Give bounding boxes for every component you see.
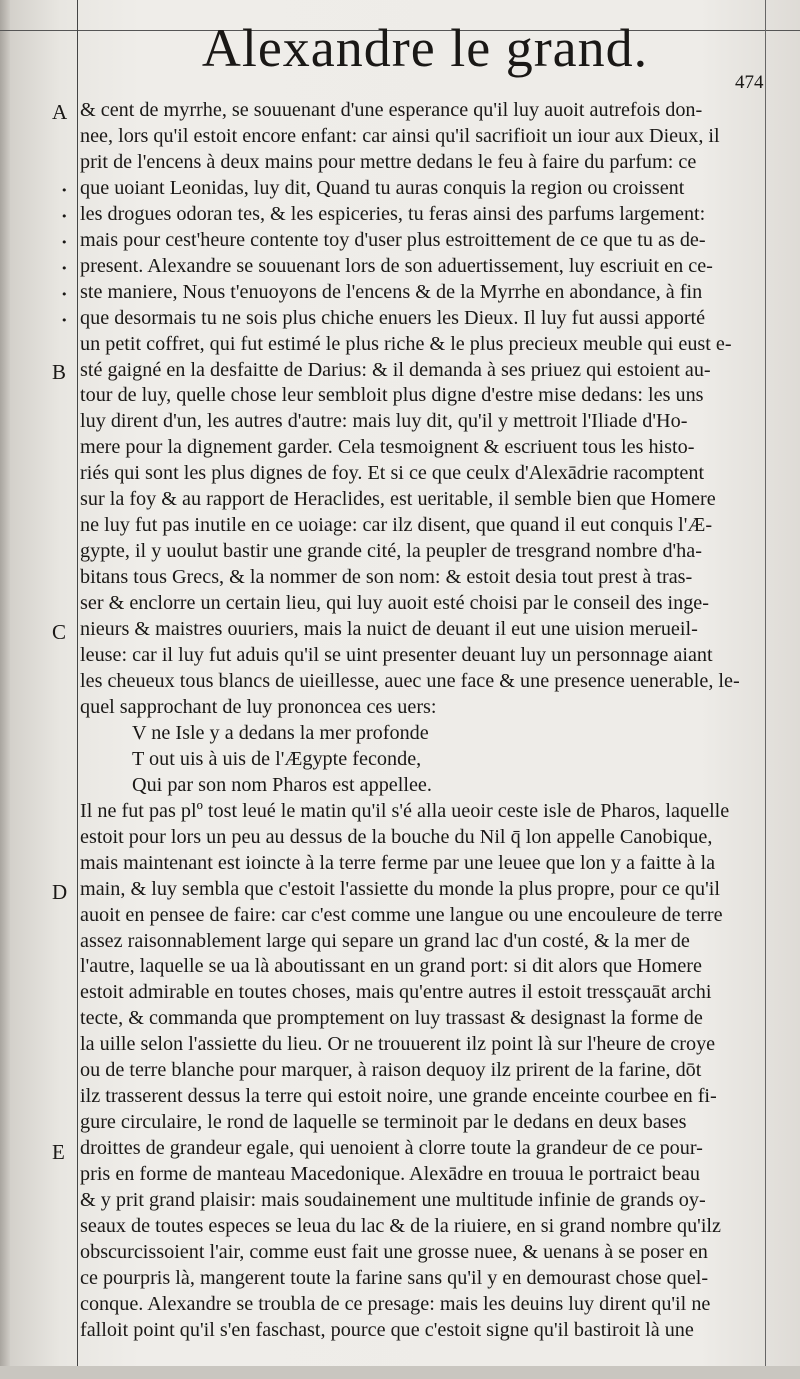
text-line: riés qui sont les plus dignes de foy. Et si ce que ceulx d'Alexādrie racomptent bbox=[80, 462, 705, 485]
text-line: que desormais tu ne sois plus chiche enuers les Dieux. Il luy fut aussi apporté bbox=[80, 306, 706, 329]
quote-bullet: • bbox=[61, 236, 68, 249]
quote-bullet: • bbox=[61, 288, 68, 301]
text-line: mais maintenant est ioincte à la terre ferme par une leuee que lon y a faitte à la bbox=[80, 851, 716, 874]
text-line: conque. Alexandre se troubla de ce presage: mais les deuins luy dirent qu'il ne bbox=[80, 1292, 711, 1315]
text-line: mere pour la dignement garder. Cela tesmoignent & escriuent tous les histo- bbox=[80, 436, 695, 459]
text-line: tecte, & commanda que promptement on luy trassast & designast la forme de bbox=[80, 1007, 703, 1030]
quote-bullet: • bbox=[61, 314, 68, 327]
text-line: estoit pour lors un peu au dessus de la bouche du Nil q̄ lon appelle Canobique, bbox=[80, 825, 713, 848]
quote-bullet: • bbox=[61, 210, 68, 223]
text-line: estoit admirable en toutes choses, mais qu'entre autres il estoit tressçauāt archi bbox=[80, 981, 712, 1004]
text-line: sur la foy & au rapport de Heraclides, est ueritable, il semble bien que Homere bbox=[80, 488, 716, 511]
text-line: les drogues odoran tes, & les espiceries, tu feras ainsi des parfums largement: bbox=[80, 202, 706, 225]
text-line: droittes de grandeur egale, qui uenoient à clorre toute la grandeur de ce pour- bbox=[80, 1137, 703, 1160]
verse-line: T out uis à uis de l'Ægypte feconde, bbox=[132, 747, 422, 770]
margin-letter-c: C bbox=[52, 620, 67, 644]
text-line: ce pourpris là, mangerent toute la farine sans qu'il y en demourast chose quel- bbox=[80, 1266, 709, 1289]
margin-letter-a: A bbox=[52, 100, 68, 124]
left-margin-rule bbox=[77, 0, 78, 1379]
text-line: leuse: car il luy fut aduis qu'il se uint presenter deuant luy un personnage aiant bbox=[80, 644, 713, 667]
text-line: obscurcissoient l'air, comme eust fait une grosse nuee, & uenans à se poser en bbox=[80, 1240, 708, 1263]
margin-letter-d: D bbox=[52, 880, 68, 904]
text-line: assez raisonnablement large qui separe un grand lac d'un costé, & la mer de bbox=[80, 929, 690, 952]
page-bottom-edge bbox=[0, 1366, 800, 1379]
text-line: mais pour cest'heure contente toy d'user plus estroittement de ce que tu as de- bbox=[80, 228, 706, 251]
right-margin-rule bbox=[765, 0, 766, 1379]
folio-number: 474 bbox=[735, 72, 764, 93]
text-line: un petit coffret, qui fut estimé le plus riche & le plus precieux meuble qui eust e- bbox=[80, 332, 732, 355]
text-line: falloit point qu'il s'en faschast, pource que c'estoit signe qu'il bastiroit là une bbox=[80, 1318, 694, 1341]
text-line: nee, lors qu'il estoit encore enfant: car ainsi qu'il sacrifioit un iour aux Dieux, il bbox=[80, 124, 720, 147]
text-line: ilz trasserent dessus la terre qui estoit noire, une grande enceinte courbee en fi- bbox=[80, 1085, 717, 1108]
text-line: nieurs & maistres ouuriers, mais la nuict de deuant il eut une uision merueil- bbox=[80, 618, 698, 641]
text-line: seaux de toutes especes se leua du lac & de la riuiere, en si grand nombre qu'ilz bbox=[80, 1214, 721, 1237]
margin-letter-e: E bbox=[52, 1140, 65, 1164]
quote-bullet: • bbox=[61, 262, 68, 275]
text-line: gypte, il y uoulut bastir une grande cité, la peupler de tresgrand nombre d'ha- bbox=[80, 540, 702, 563]
text-line: main, & luy sembla que c'estoit l'assiette du monde la plus propre, pour ce qu'il bbox=[80, 877, 720, 900]
quote-bullet: • bbox=[61, 184, 68, 197]
text-line: prit de l'encens à deux mains pour mettre dedans le feu à faire du parfum: ce bbox=[80, 150, 697, 173]
text-line: les cheueux tous blancs de uieillesse, auec une face & une presence uenerable, le- bbox=[80, 669, 740, 692]
text-line: & y prit grand plaisir: mais soudainement une multitude infinie de grands oy- bbox=[80, 1189, 706, 1212]
text-line: & cent de myrrhe, se souuenant d'une esperance qu'il luy auoit autrefois don- bbox=[80, 99, 703, 121]
text-line: pris en forme de manteau Macedonique. Alexādre en trouua le portraict beau bbox=[80, 1163, 700, 1186]
verse-line: V ne Isle y a dedans la mer profonde bbox=[132, 721, 429, 744]
text-line: l'autre, laquelle se ua là aboutissant en un grand port: si dit alors que Homere bbox=[80, 955, 702, 978]
text-line: ou de terre blanche pour marquer, à raison dequoy ilz prirent de la farine, dōt bbox=[80, 1059, 702, 1082]
text-line: sté gaigné en la desfaitte de Darius: & il demanda à ses priuez qui estoient au- bbox=[80, 358, 711, 381]
text-line: Il ne fut pas plº tost leué le matin qu'il s'é alla ueoir ceste isle de Pharos, laquelle bbox=[80, 799, 730, 822]
margin-letter-b: B bbox=[52, 360, 67, 384]
body-text bbox=[80, 98, 765, 1344]
text-line: ste maniere, Nous t'enuoyons de l'encens & de la Myrrhe en abondance, à fin bbox=[80, 280, 703, 303]
text-line: gure circulaire, le rond de laquelle se terminoit par le dedans en deux bases bbox=[80, 1111, 687, 1134]
text-line: tour de luy, quelle chose leur sembloit plus digne d'estre mise dedans: les uns bbox=[80, 384, 704, 407]
text-line: que uoiant Leonidas, luy dit, Quand tu auras conquis la region ou croissent bbox=[80, 176, 685, 199]
text-line: present. Alexandre se souuenant lors de son aduertissement, luy escriuit en ce- bbox=[80, 254, 713, 277]
text-line: ser & enclorre un certain lieu, qui luy auoit esté choisi par le conseil des inge- bbox=[80, 592, 709, 615]
text-line: la uille selon l'assiette du lieu. Or ne trouuerent ilz point là sur l'heure de croye bbox=[80, 1033, 716, 1056]
running-head: Alexandre le grand. bbox=[201, 18, 649, 78]
text-line: luy dirent d'un, les autres d'autre: mais luy dit, qu'il y mettroit l'Iliade d'Ho- bbox=[80, 410, 688, 433]
text-line: ne luy fut pas inutile en ce uoiage: car ilz disent, que quand il eut conquis l'Æ- bbox=[80, 514, 713, 537]
verse-line: Qui par son nom Pharos est appellee. bbox=[132, 773, 432, 796]
text-line: bitans tous Grecs, & la nommer de son nom: & estoit desia tout prest à tras- bbox=[80, 566, 693, 589]
book-spine-shadow bbox=[0, 0, 10, 1379]
text-line: auoit en pensee de faire: car c'est comme une langue ou une encouleure de terre bbox=[80, 903, 723, 926]
text-line: quel sapprochant de luy prononcea ces uers: bbox=[80, 695, 437, 718]
